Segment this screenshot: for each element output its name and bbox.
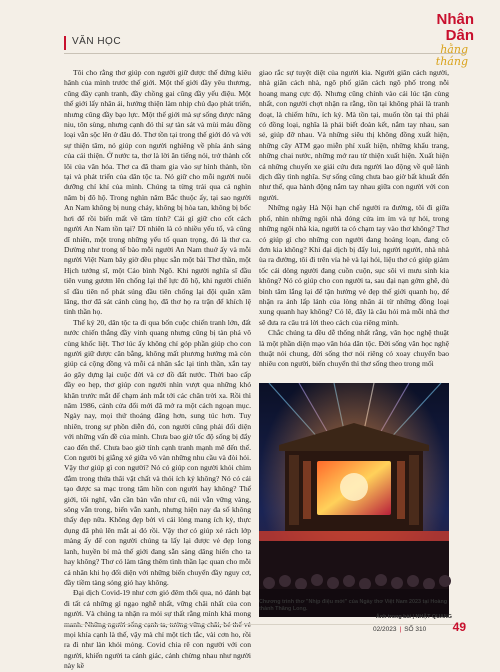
logo-subtitle: hằng tháng — [435, 43, 468, 68]
footer-divider — [64, 624, 466, 625]
photo-image — [259, 383, 449, 617]
paragraph: Tôi cho rằng thơ giúp con người giữ được thế đứng kiêu hãnh của mình trước thế giới. Một thế giới đầy yêu thương, cũng đầy cạnh tranh, đầy chồng gai cũng đầy yếu điệu. Một thế giới lấy nhân ái, hướng thiện làm nhịp chủ đạo phát triển, nhưng cũng đầy bạo lực. Một thế giới mà sự sống được nâng niu, tôn sùng, nhưng cạnh đó thì sự tàn sát và mùi máu đồng loại vẫn sộc lên ở đâu đó. Thơ tồn tại trong thế giới đó và với sự thiện tâm, nó giúp con người nghiêng về phía ánh sáng của cái thiện. Ở nước ta, thơ là lời ăn tiếng nói, trở thành cốt lõi của văn hóa. Thơ ca đã tham gia vào sự hình thành, tồn tại và phát triển của dân tộc ta. Nó giữ cho mỗi người nuôi dưỡng chí khí của mình. Chúng ta từng trải qua cả nghìn năm bị đô hộ. Trong nghìn năm Bắc thuộc ấy, tại sao người An Nam không bị nung chảy, không bị hòa tan, không bị bốc hơi để rồi biến mất về tâm tính? Cái gì giữ cho cốt cách người An Nam tồn tại? Dĩ nhiên là có nhiều yếu tố, và cũng dĩ nhiên, một trong những yếu tố quan trọng, đó là thơ ca. Dường như trong tế bào mỗi người An Nam thuở ấy và mỗi người Việt Nam bây giờ đều phục sẵn một bài Thơ thần, một Hịch tướng sĩ, một Cáo bình Ngô. Khi người nghĩa sĩ đầu tiên vung gươm lên chống lại thế lực đô hộ, khi người chiến sĩ đầu tiên nổ phát súng đầu tiên chống lại đội quân xâm lăng, thơ đã sát cánh cùng họ, đã thơ họ ra trận để khích lệ tinh thần họ. — [64, 68, 251, 317]
issue-separator: | — [399, 626, 402, 633]
page-header — [0, 0, 500, 68]
section-marker — [64, 36, 66, 50]
issue-date: 02/2023 — [373, 626, 397, 633]
paragraph: Những ngày Hà Nội hạn chế người ra đường, tôi đi giữa phố, nhìn những ngôi nhà đóng cửa im ỉm và tự hỏi, trong những ngôi nhà kia, người ta có chạm tay vào thơ không? Thơ có giúp gì cho những con người đang hoảng loạn, đang cô đơn kia không? Khi đại dịch bị đẩy lui, người người, nhà nhà ùa ra đường, tôi đi trên vỉa hè và lại hỏi, liệu thơ có giúp giảm tốc cái dòng người đang cuồn cuộn, sục sôi vì mưu sinh kia không? Nó có giúp cho con người ta, sau đại nạn gớm ghê, đủ bình tâm lắng lại để tận hưởng vẻ đẹp thế giới quanh họ, để nhận ra ánh lấp lánh của lòng nhân ái từ những đồng loại xung quanh hay không? Có lẽ, đây là câu hỏi mà mỗi nhà thơ sẽ đưa ra câu trả lời theo cách của riêng mình. — [259, 203, 449, 327]
paragraph: Thế kỷ 20, dân tộc ta đi qua bốn cuộc chiến tranh lớn, đất nước chiến thắng đầy vinh quang nhưng cũng bị tàn phá vô cùng khốc liệt. Thơ lúc ấy không chỉ góp phần giúp cho con người giữ được căn bằng, không mất phương hướng mà còn giúp cả cộng đồng và mỗi cá nhân sắc lại tinh thần, xắn tay áo gây dựng lại cuộc đời và cơ đồ đất nước. Thời bao cấp đầy eo hẹp, thơ giúp con người nhìn vượt qua những khó khăn trước mắt để chạm ánh mắt tới các chân trời xa. Rồi thì năm 1986, cánh cửa đổi mới đã mở ra một cách ngoạn mục. Ngày nay, mọi thứ thoáng đãng hơn, sung túc hơn. Tuy nhiên, trong sự phồn diễn đó, con người cũng phải đối diện với những vấn đề của mình. Chưa bao giờ tốc độ sống bị đẩy cao đến thế. Chưa bao giờ tính cạnh tranh mạnh mẽ đến thế. Con người bị giằng xé giữa vô vàn những nhu cầu và đòi hỏi. Vậy thơ giúp gì con người? Nó có giúp con người khỏi chìm đắm trong thứa thãi vật chất và thói ích kỷ không? Nó có cải tạo được sa mạc trong tâm hồn con người hay không? Thế giới, tôi nghĩ, vẫn cần bàn vẫn như cũ, núi vẫn vững vàng, sông vẫn trong, biển vẫn xanh, nhưng hiện nay đa số không thấy đẹp nữa. Không đẹp bởi vì cái lòng mang ích kỷ, thực dụng đã phủ lên mắt ai đó rồi. Vậy thơ có giúp xé rách lớp màng ấy để con người chúng ta lấy lại được vẻ đẹp long lanh, huyền bí mà thế giới đang sẵn sàng dâng hiến cho ta hay không? Thơ có làm tăng thêm tình thần lạc quan cho mỗi cá nhân khi họ đối diện với những biến chuyển đầy nguy cơ, đầy tiềm tàng sóng gió hay không. — [64, 317, 251, 587]
header-divider — [64, 53, 466, 54]
photo-caption: Chương trình thơ "Nhịp điệu mới" của Ngày thơ Việt Nam 2023 tại Hoàng thành Thăng Long. — [259, 599, 448, 612]
article-column-left — [64, 68, 251, 671]
page-number: 49 — [452, 620, 466, 634]
issue-number: SỐ 310 — [404, 626, 427, 633]
magazine-logo — [412, 11, 474, 68]
section-label: VĂN HỌC — [72, 36, 122, 47]
stage-performance-photo — [259, 383, 449, 617]
issue-info — [373, 626, 426, 633]
paragraph: Đại dịch Covid-19 như cơn gió đêm thổi qua, nó đánh bạt đi tất cả những gì ngạo nghễ nhất, vững chãi nhất của con người. Và chúng ta nhận ra mỏi sự thất rằng mình khá mong manh. Những người sống cạnh ta, tưởng vững chãi, bé thế vẻ mọi khía cạnh là thế, vậy mà chỉ một tích tắc, vài cơn ho, rồi ra đi như làn khói mỏng. Covid chia rẽ con người với con người, khiến người ta cảnh giác, cảnh chừng nhau như người này kề — [64, 588, 251, 671]
paragraph: giao rắc sự tuyệt diệt của người kia. Người giãn cách người, nhà giãn cách nhà, ngõ phố giãn cách ngõ phố trong nỗi hoang mang cực độ. Nhưng cũng chính vào cái lúc tận cùng nhất, con người chợt nhận ra rằng, tồn tại không phải là tranh đoạt, là chiếm hữu, ích kỷ. Mà tồn tại, muốn tồn tại thì phải có đồng loại, nghĩa là phải biết đoàn kết, nắm tay nhau, san sẻ, giúp đỡ nhau. Và những siêu thị không đồng xuất hiện, những cây ATM gạo miễn phí xuất hiện, những khẩu trang, những chai nước, những mớ rau từ thiện xuất hiện. Xuất hiện cả những chuyến xe giải cứu đưa người lao động về quê lánh dịch đầy tình nghĩa. Sự sống cũng chưa bao giờ bất khuất đến như thế, qua hành động nắm tay nhau giữa con người với con người. — [259, 68, 449, 202]
logo-title: Nhân Dân — [436, 11, 474, 44]
article-column-right — [259, 68, 449, 382]
paragraph: Chắc chúng ta đều dễ thống nhất rằng, văn học nghệ thuật là một phần diện mạo văn hóa dân tộc. Đời sống văn học nghệ thuật nói chung, đời sống thơ nói riêng có xoay chuyển bao nhiêu con người, biến chuyển thì thơ sống theo trong mối — [259, 328, 449, 369]
photo-credit: Ảnh trong bài | NHẬT QUANG — [375, 614, 452, 620]
